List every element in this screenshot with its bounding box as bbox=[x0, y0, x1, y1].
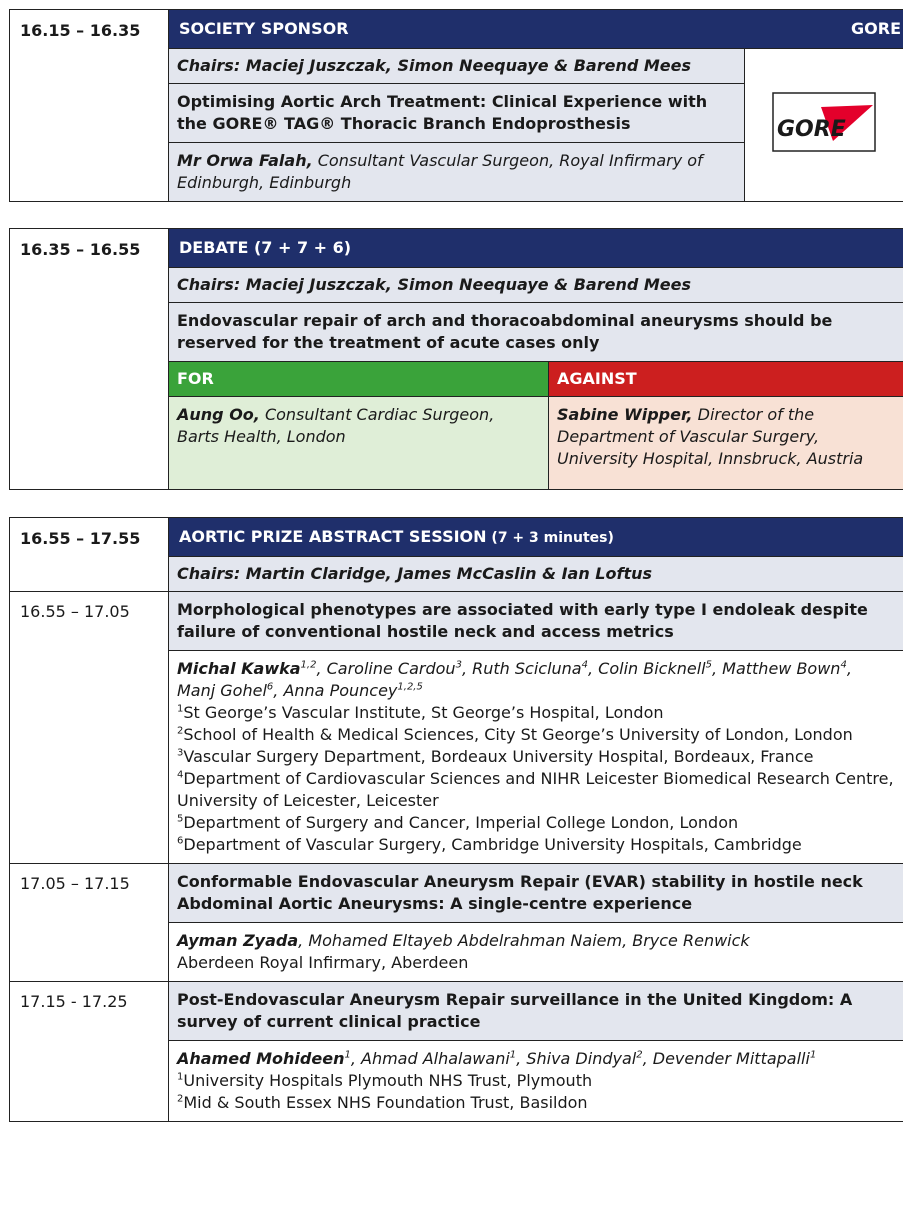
author-affiliation-marker: 1 bbox=[809, 1049, 817, 1061]
abstract-time: 17.15 - 17.25 bbox=[10, 982, 169, 1122]
session-title-suffix: (7 + 3 minutes) bbox=[486, 529, 614, 546]
against-label: AGAINST bbox=[549, 362, 903, 397]
author-name: Ahmad Alhalawani bbox=[361, 1049, 510, 1068]
sponsor-name: GORE bbox=[851, 19, 901, 38]
session-chairs: Chairs: Maciej Juszczak, Simon Neequaye & Barend Mees bbox=[169, 49, 745, 84]
against-speaker-name: Sabine Wipper, bbox=[557, 405, 693, 424]
affiliation-text: Department of Cardiovascular Sciences and NIHR Leicester Biomedical Research Centre, University of Leicester, Leicester bbox=[177, 769, 894, 810]
speaker bbox=[169, 143, 745, 202]
affiliation bbox=[177, 1092, 895, 1114]
abstract-title-row bbox=[10, 864, 903, 923]
author-affiliation-marker: 3 bbox=[455, 659, 462, 671]
affiliation-text: Vascular Surgery Department, Bordeaux University Hospital, Bordeaux, France bbox=[183, 747, 814, 766]
author-separator: , bbox=[642, 1049, 653, 1068]
author-name: Shiva Dindyal bbox=[526, 1049, 637, 1068]
gore-logo-text: GORE bbox=[777, 117, 846, 142]
affiliation bbox=[177, 702, 895, 724]
affiliation bbox=[177, 1070, 895, 1092]
abstract-details bbox=[169, 1041, 903, 1122]
for-speaker bbox=[169, 397, 549, 490]
session-title: AORTIC PRIZE ABSTRACT SESSION bbox=[179, 526, 487, 546]
author-affiliation-marker: 4 bbox=[581, 659, 588, 671]
affiliation-text: Mid & South Essex NHS Foundation Trust, Basildon bbox=[183, 1093, 588, 1112]
sponsor-session-table bbox=[9, 9, 903, 202]
author-affiliation-marker: 1,2,5 bbox=[397, 681, 423, 693]
author-list bbox=[177, 930, 895, 952]
author-name: Matthew Bown bbox=[722, 659, 841, 678]
for-label: FOR bbox=[169, 362, 549, 397]
author-affiliation-marker: 4 bbox=[840, 659, 847, 671]
author-name: Colin Bicknell bbox=[598, 659, 706, 678]
abstract-details bbox=[169, 923, 903, 982]
affiliation-marker: 4 bbox=[177, 769, 184, 781]
author-list bbox=[177, 1048, 895, 1070]
author-name: Ayman Zyada bbox=[177, 931, 299, 950]
session-chairs: Chairs: Maciej Juszczak, Simon Neequaye & Barend Mees bbox=[169, 268, 903, 303]
author-separator: , bbox=[316, 659, 327, 678]
abstract-time: 16.55 – 17.05 bbox=[10, 592, 169, 864]
affiliation-text: Department of Vascular Surgery, Cambridge University Hospitals, Cambridge bbox=[183, 835, 802, 854]
speaker-role: Consultant Vascular Surgeon, Royal Infirmary of Edinburgh, Edinburgh bbox=[177, 151, 703, 192]
author-affiliation-marker: 6 bbox=[266, 681, 274, 693]
session-chairs: Chairs: Martin Claridge, James McCaslin & Ian Loftus bbox=[169, 557, 903, 592]
affiliation-marker: 5 bbox=[177, 813, 184, 825]
affiliation bbox=[177, 812, 895, 834]
session-time: 16.55 – 17.55 bbox=[10, 518, 169, 592]
abstract-title: Post-Endovascular Aneurysm Repair surveillance in the United Kingdom: A survey of current clinical practice bbox=[169, 982, 903, 1041]
talk-title: Optimising Aortic Arch Treatment: Clinical Experience with the GORE® TAG® Thoracic Branch Endoprosthesis bbox=[169, 84, 745, 143]
author-separator: , bbox=[622, 931, 633, 950]
author-name: Anna Pouncey bbox=[283, 681, 398, 700]
affiliation-text: Department of Surgery and Cancer, Imperial College London, London bbox=[183, 813, 739, 832]
author-separator: , bbox=[587, 659, 599, 678]
author-separator: , bbox=[846, 659, 852, 678]
author-affiliation-marker: 1 bbox=[344, 1049, 351, 1061]
author-separator: , bbox=[516, 1049, 527, 1068]
session-time: 16.15 – 16.35 bbox=[10, 10, 169, 202]
author-name: Bryce Renwick bbox=[632, 931, 750, 950]
against-speaker bbox=[549, 397, 903, 490]
author-name: Ruth Scicluna bbox=[472, 659, 582, 678]
session-title: DEBATE (7 + 7 + 6) bbox=[169, 229, 903, 268]
author-separator: , bbox=[461, 659, 473, 678]
affiliation-text: St George’s Vascular Institute, St George’s Hospital, London bbox=[183, 703, 664, 722]
author-name: Mohamed Eltayeb Abdelrahman Naiem bbox=[308, 931, 623, 950]
affiliation bbox=[177, 834, 895, 856]
abstract-title-row bbox=[10, 982, 903, 1041]
affiliation bbox=[177, 768, 895, 812]
author-affiliation-marker: 1,2 bbox=[300, 659, 317, 671]
affiliation-marker: 1 bbox=[177, 1071, 184, 1083]
affiliation bbox=[177, 724, 895, 746]
speaker-name: Mr Orwa Falah, bbox=[177, 151, 313, 170]
author-name: Ahamed Mohideen bbox=[177, 1049, 345, 1068]
abstract-title: Morphological phenotypes are associated with early type I endoleak despite failure of conventional hostile neck and access metrics bbox=[169, 592, 903, 651]
author-separator: , bbox=[298, 931, 309, 950]
author-affiliation-marker: 2 bbox=[636, 1049, 643, 1061]
author-name: Michal Kawka bbox=[177, 659, 301, 678]
session-header bbox=[169, 10, 903, 49]
affiliation-marker: 2 bbox=[177, 1093, 184, 1105]
abstract-time: 17.05 – 17.15 bbox=[10, 864, 169, 982]
session-header bbox=[169, 518, 903, 557]
author-affiliation-marker: 5 bbox=[705, 659, 712, 671]
author-separator: , bbox=[273, 681, 284, 700]
affiliation-text: School of Health & Medical Sciences, City St George’s University of London, London bbox=[183, 725, 853, 744]
for-speaker-name: Aung Oo, bbox=[177, 405, 260, 424]
debate-session-table bbox=[9, 228, 903, 490]
against-speaker-role: Director of the Department of Vascular Surgery, University Hospital, Innsbruck, Austria bbox=[557, 405, 864, 468]
affiliation-text: University Hospitals Plymouth NHS Trust, Plymouth bbox=[183, 1071, 593, 1090]
affiliation bbox=[177, 952, 895, 974]
affiliation-marker: 3 bbox=[177, 747, 184, 759]
author-name: Manj Gohel bbox=[177, 681, 267, 700]
for-speaker-role: Consultant Cardiac Surgeon, Barts Health, London bbox=[177, 405, 495, 446]
author-separator: , bbox=[711, 659, 723, 678]
author-name: Caroline Cardou bbox=[326, 659, 456, 678]
abstract-details bbox=[169, 651, 903, 864]
author-list bbox=[177, 658, 895, 702]
debate-motion: Endovascular repair of arch and thoracoabdominal aneurysms should be reserved for the treatment of acute cases only bbox=[169, 303, 903, 362]
abstract-title-row bbox=[10, 592, 903, 651]
affiliation-marker: 6 bbox=[177, 835, 184, 847]
gore-logo-image bbox=[769, 89, 879, 155]
affiliation-marker: 2 bbox=[177, 725, 184, 737]
affiliation-text: Aberdeen Royal Infirmary, Aberdeen bbox=[177, 953, 469, 972]
session-time: 16.35 – 16.55 bbox=[10, 229, 169, 490]
author-name: Devender Mittapalli bbox=[652, 1049, 810, 1068]
author-separator: , bbox=[350, 1049, 361, 1068]
session-title: SOCIETY SPONSOR bbox=[179, 19, 349, 38]
abstract-session-table bbox=[9, 517, 903, 1122]
affiliation bbox=[177, 746, 895, 768]
author-affiliation-marker: 1 bbox=[509, 1049, 517, 1061]
affiliation-marker: 1 bbox=[177, 703, 184, 715]
abstract-list bbox=[10, 592, 903, 1122]
abstract-title: Conformable Endovascular Aneurysm Repair (EVAR) stability in hostile neck Abdominal Aortic Aneurysms: A single-centre experience bbox=[169, 864, 903, 923]
gore-logo bbox=[745, 49, 903, 202]
